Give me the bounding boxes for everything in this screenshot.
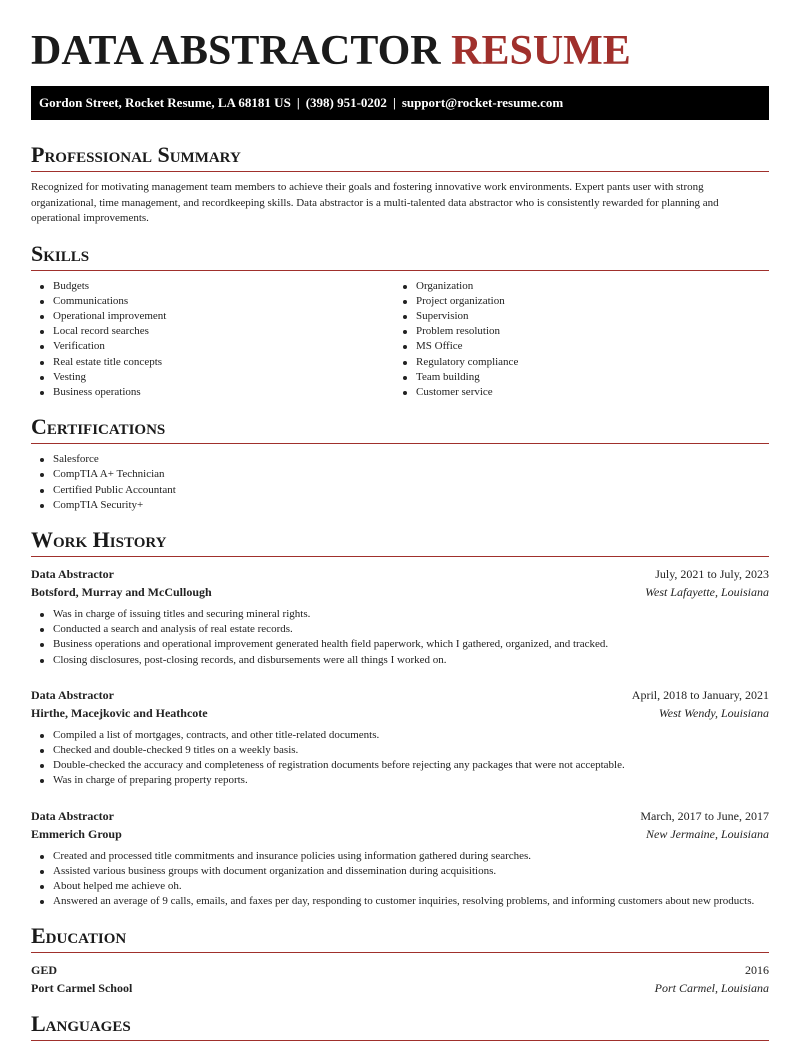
job-bullet: Created and processed title commitments and insurance policies using information gathered during searches. — [31, 849, 769, 864]
skills-left-list — [31, 279, 394, 401]
education-heading: Education — [31, 923, 769, 953]
work-history-heading: Work History — [31, 527, 769, 557]
summary-section — [31, 142, 769, 227]
contact-address: Gordon Street, Rocket Resume, LA 68181 US — [39, 95, 291, 110]
education-school: Port Carmel School — [31, 981, 133, 996]
education-entry — [31, 961, 769, 997]
job-company: Botsford, Murray and McCullough — [31, 584, 212, 599]
skill-item: MS Office — [394, 339, 757, 354]
resume-title — [31, 28, 769, 74]
job-location: New Jermaine, Louisiana — [646, 826, 769, 841]
job-bullet: Business operations and operational improvement generated health field paperwork, which I gathered, organized, and tracked. — [31, 637, 769, 652]
education-header-row — [31, 961, 769, 979]
job-bullet: Double-checked the accuracy and completeness of registration documents before rejecting any packages that were not acceptable. — [31, 758, 769, 773]
education-location: Port Carmel, Louisiana — [654, 981, 769, 996]
skill-item: Budgets — [31, 279, 394, 294]
job-bullet: Checked and double-checked 9 titles on a weekly basis. — [31, 743, 769, 758]
skill-item: Local record searches — [31, 324, 394, 339]
contact-email[interactable]: support@rocket-resume.com — [401, 95, 564, 110]
job-company-row — [31, 704, 769, 722]
job-bullet: Closing disclosures, post-closing records, and disbursements were all things I worked on. — [31, 653, 769, 668]
education-year: 2016 — [745, 963, 769, 978]
skills-right-list — [394, 279, 757, 401]
contact-phone: (398) 951-0202 — [305, 95, 387, 110]
skill-item: Problem resolution — [394, 324, 757, 339]
job-title: Data Abstractor — [31, 566, 114, 581]
certifications-section — [31, 414, 769, 513]
skill-item: Project organization — [394, 294, 757, 309]
certification-item: Salesforce — [31, 452, 769, 467]
resume-page — [31, 28, 769, 1041]
job-entry — [31, 565, 769, 668]
skill-item: Operational improvement — [31, 309, 394, 324]
skill-item: Regulatory compliance — [394, 355, 757, 370]
job-title: Data Abstractor — [31, 687, 114, 702]
job-bullets — [31, 607, 769, 668]
certification-item: CompTIA A+ Technician — [31, 467, 769, 482]
languages-section — [31, 1011, 769, 1041]
job-dates: March, 2017 to June, 2017 — [640, 808, 769, 823]
contact-separator: | — [392, 95, 396, 110]
job-company-row — [31, 825, 769, 843]
skill-item: Supervision — [394, 309, 757, 324]
education-degree: GED — [31, 963, 58, 978]
job-company: Emmerich Group — [31, 826, 122, 841]
job-location: West Lafayette, Louisiana — [645, 584, 769, 599]
languages-heading: Languages — [31, 1011, 769, 1041]
job-bullet: Compiled a list of mortgages, contracts, and other title-related documents. — [31, 728, 769, 743]
job-bullet: About helped me achieve oh. — [31, 879, 769, 894]
certifications-list — [31, 452, 769, 513]
job-title: Data Abstractor — [31, 808, 114, 823]
job-bullet: Was in charge of issuing titles and securing mineral rights. — [31, 607, 769, 622]
skill-item: Business operations — [31, 385, 394, 400]
certifications-heading: Certifications — [31, 414, 769, 444]
work-history-section — [31, 527, 769, 909]
job-bullet: Answered an average of 9 calls, emails, and faxes per day, responding to customer inquiries, resolving problems, and informing customers about new products. — [31, 894, 769, 909]
job-entry — [31, 686, 769, 789]
title-accent: RESUME — [451, 28, 631, 74]
contact-bar — [31, 86, 769, 120]
skills-columns — [31, 279, 769, 401]
skill-item: Communications — [31, 294, 394, 309]
skill-item: Verification — [31, 339, 394, 354]
skill-item: Organization — [394, 279, 757, 294]
certification-item: Certified Public Accountant — [31, 483, 769, 498]
skills-heading: Skills — [31, 241, 769, 271]
job-bullet: Assisted various business groups with document organization and dissemination during acquisitions. — [31, 864, 769, 879]
contact-separator: | — [296, 95, 300, 110]
education-school-row — [31, 979, 769, 997]
skill-item: Team building — [394, 370, 757, 385]
job-bullet: Conducted a search and analysis of real estate records. — [31, 622, 769, 637]
job-bullets — [31, 849, 769, 910]
skill-item: Customer service — [394, 385, 757, 400]
summary-text: Recognized for motivating management team members to achieve their goals and fostering innovative work environments. Expert pants user with strong organizational, time management, and recordkeeping skills. Data abstractor is a multi-talented data abstractor who is consistently rewarded for planning and operational improvements. — [31, 181, 719, 224]
job-company: Hirthe, Macejkovic and Heathcote — [31, 705, 208, 720]
job-header-row — [31, 807, 769, 825]
certification-item: CompTIA Security+ — [31, 498, 769, 513]
job-dates: April, 2018 to January, 2021 — [631, 687, 769, 702]
job-company-row — [31, 583, 769, 601]
job-header-row — [31, 686, 769, 704]
job-dates: July, 2021 to July, 2023 — [655, 566, 769, 581]
skill-item: Vesting — [31, 370, 394, 385]
skills-section — [31, 241, 769, 401]
summary-heading: Professional Summary — [31, 142, 769, 172]
job-bullets — [31, 728, 769, 789]
job-bullet: Was in charge of preparing property reports. — [31, 773, 769, 788]
job-entry — [31, 807, 769, 910]
job-header-row — [31, 565, 769, 583]
education-section — [31, 923, 769, 997]
skill-item: Real estate title concepts — [31, 355, 394, 370]
title-main: DATA ABSTRACTOR — [31, 28, 441, 74]
job-location: West Wendy, Louisiana — [658, 705, 769, 720]
